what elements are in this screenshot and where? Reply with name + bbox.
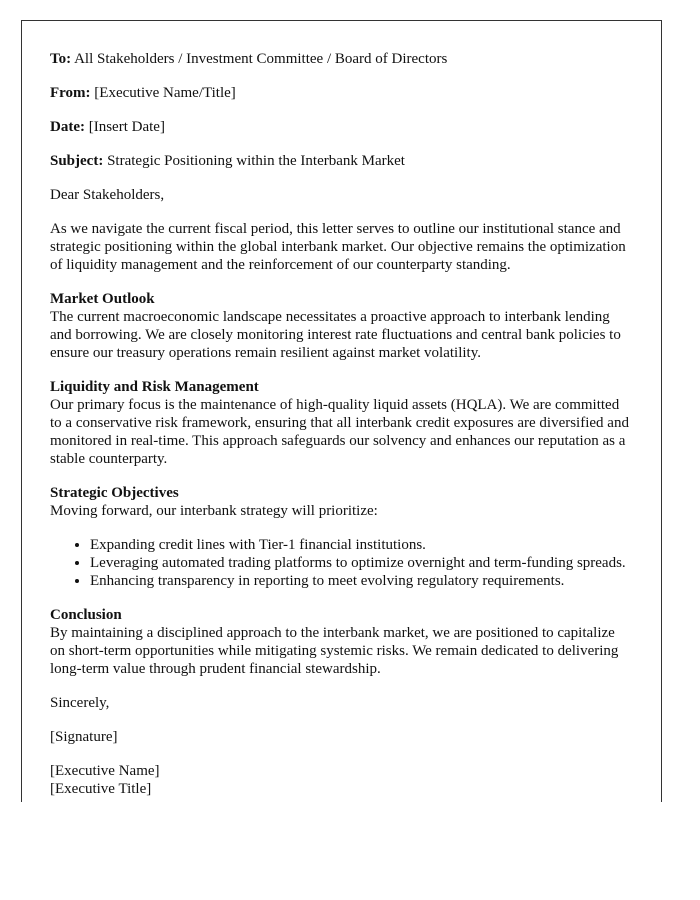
- list-item: • Enhancing transparency in reporting to meet evolving regulatory requirements.: [90, 572, 633, 590]
- subject-value: Strategic Positioning within the Interbank Market: [107, 153, 405, 169]
- section-body: The current macroeconomic landscape necessitates a proactive approach to interbank lending and borrowing. We are closely monitoring interest rate fluctuations and central bank policies to ensure our treasury operations remain resilient against market volatility.: [50, 309, 621, 361]
- valediction: Sincerely,: [50, 695, 110, 711]
- letter-document: [21, 20, 662, 802]
- section-title: Liquidity and Risk Management: [50, 379, 259, 395]
- section-title: Strategic Objectives: [50, 485, 179, 501]
- subject-line: [50, 152, 633, 170]
- section-strategic-objectives: [50, 484, 633, 520]
- section-title: Market Outlook: [50, 291, 155, 307]
- section-body: By maintaining a disciplined approach to the interbank market, we are positioned to capitalize on short-term opportunities while mitigating systemic risks. We remain dedicated to delivering long-term value through prudent financial stewardship.: [50, 625, 619, 677]
- subject-label: Subject:: [50, 153, 104, 169]
- section-market-outlook: [50, 290, 633, 362]
- date-label: Date:: [50, 119, 85, 135]
- to-label: To:: [50, 51, 72, 67]
- intro-paragraph: As we navigate the current fiscal period, this letter serves to outline our institutional stance and strategic positioning within the global interbank market. Our objective remains the optimization of liquidity management and the reinforcement of our counterparty standing.: [50, 221, 626, 273]
- from-value: [Executive Name/Title]: [94, 85, 236, 101]
- document-viewport: [21, 20, 662, 802]
- section-title: Conclusion: [50, 607, 122, 623]
- list-item: • Expanding credit lines with Tier-1 financial institutions.: [90, 536, 633, 554]
- from-line: [50, 84, 633, 102]
- signatory-block: [50, 762, 633, 798]
- section-liquidity-risk: [50, 378, 633, 468]
- objectives-list: [50, 536, 633, 590]
- signatory-name: [Executive Name]: [50, 763, 160, 779]
- section-conclusion: [50, 606, 633, 678]
- date-value: [Insert Date]: [88, 119, 165, 135]
- to-line: [50, 50, 633, 68]
- date-line: [50, 118, 633, 136]
- signature-placeholder: [Signature]: [50, 729, 118, 745]
- from-label: From:: [50, 85, 91, 101]
- section-body: Moving forward, our interbank strategy will prioritize:: [50, 503, 378, 519]
- section-body: Our primary focus is the maintenance of high-quality liquid assets (HQLA). We are committed to a conservative risk framework, ensuring that all interbank credit exposures are diversified and monitored in real-time. This approach safeguards our solvency and enhances our reputation as a stable counterparty.: [50, 397, 629, 467]
- to-value: All Stakeholders / Investment Committee / Board of Directors: [74, 51, 448, 67]
- list-item: • Leveraging automated trading platforms to optimize overnight and term-funding spreads.: [90, 554, 633, 572]
- signatory-title: [Executive Title]: [50, 781, 152, 797]
- salutation: Dear Stakeholders,: [50, 187, 165, 203]
